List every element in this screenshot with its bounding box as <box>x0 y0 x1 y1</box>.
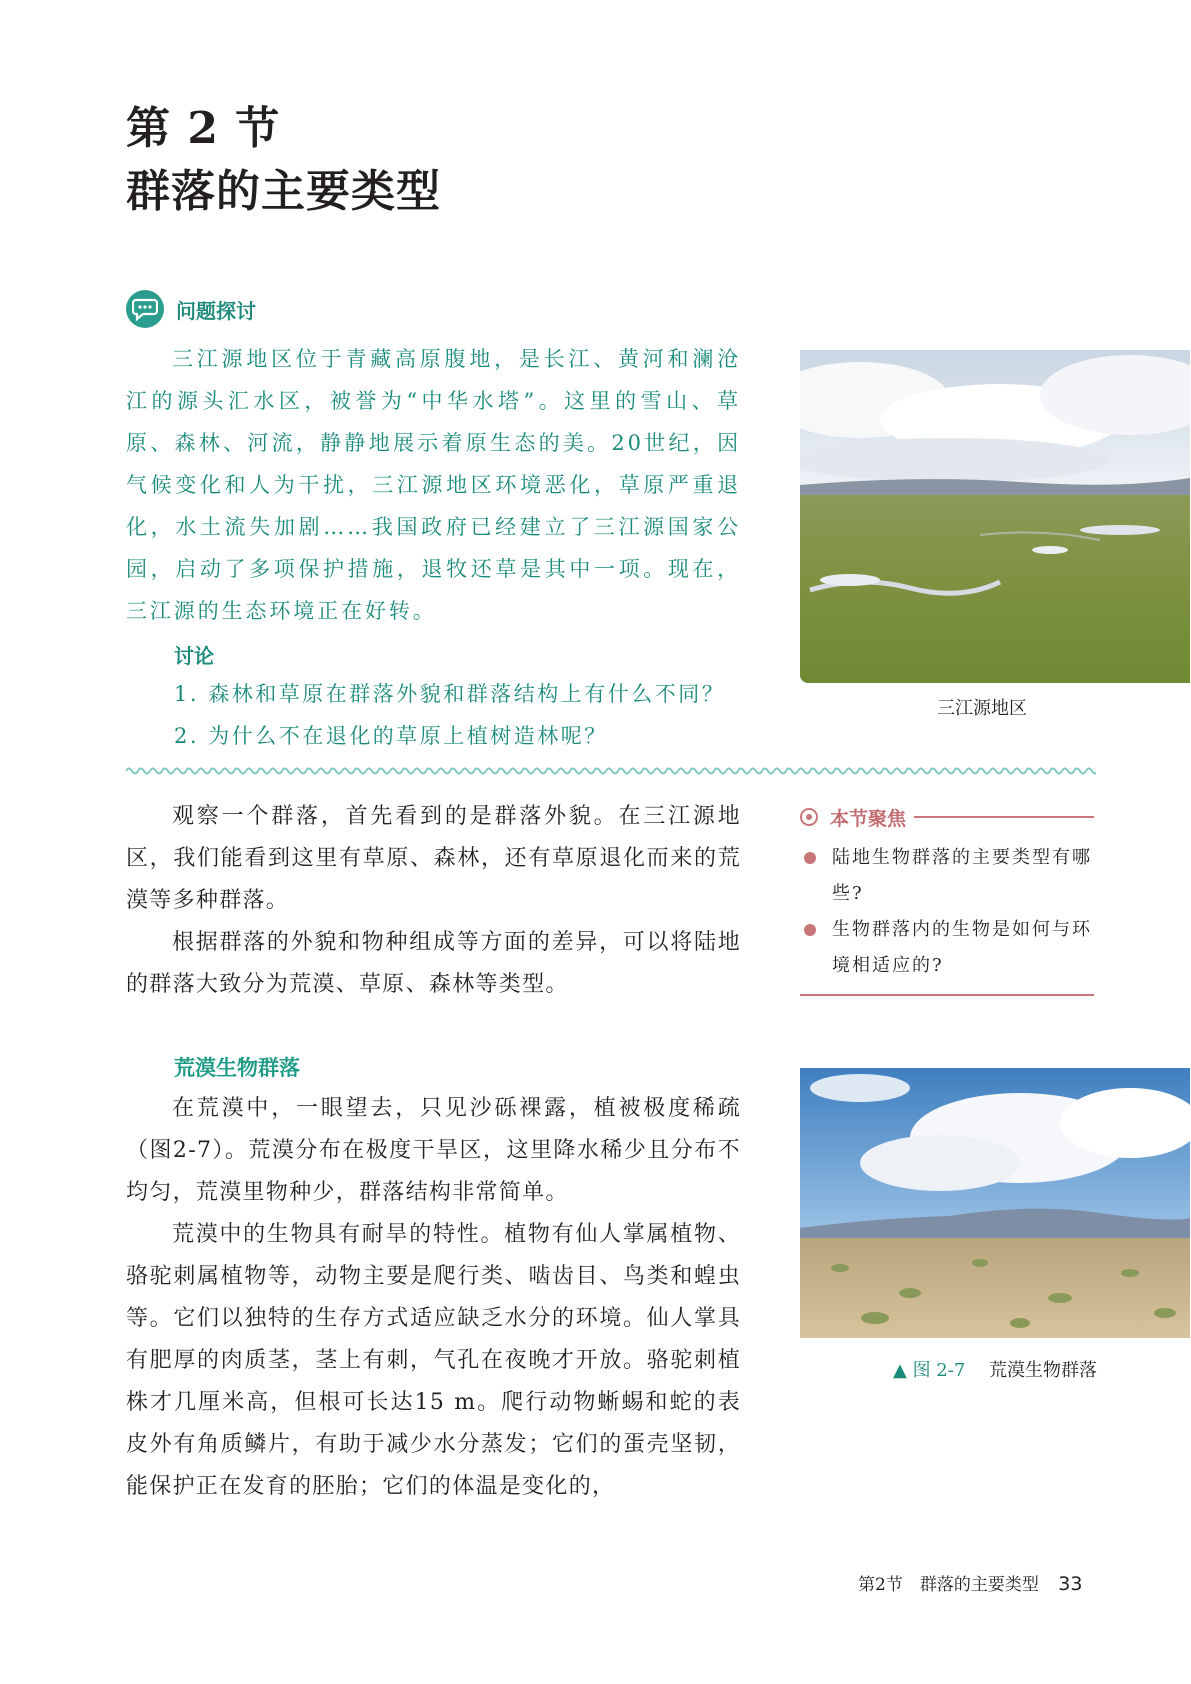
intro-text <box>126 796 741 1006</box>
focus-item: 陆地生物群落的主要类型有哪些? <box>800 840 1094 912</box>
sanjiangyuan-photo <box>800 350 1190 683</box>
desert-heading: 荒漠生物群落 <box>174 1056 300 1080</box>
focus-item: 生物群落内的生物是如何与环境相适应的? <box>800 912 1094 984</box>
page-footer <box>858 1570 1082 1595</box>
chat-bubble-icon <box>126 290 164 328</box>
desert-text <box>126 1088 741 1508</box>
bullet-icon <box>804 852 816 864</box>
discussion-question: 2. 为什么不在退化的草原上植树造林呢？ <box>174 724 608 748</box>
footer-section: 第2节 群落的主要类型 <box>858 1575 1039 1595</box>
focus-divider <box>914 816 1094 818</box>
page-number: 33 <box>1058 1573 1083 1595</box>
discussion-question: 1. 森林和草原在群落外貌和群落结构上有什么不同？ <box>174 682 726 706</box>
figure-number: 图 2-7 <box>912 1360 966 1381</box>
desert-paragraph: 荒漠中的生物具有耐旱的特性。植物有仙人掌属植物、骆驼刺属植物等，动物主要是爬行类、啮齿目、鸟类和蝗虫等。它们以独特的生存方式适应缺乏水分的环境。仙人掌具有肥厚的肉质茎，茎上有刺，气孔在夜晚才开放。骆驼刺植株才几厘米高，但根可长达15 m。爬行动物蜥蜴和蛇的表皮外有角质鳞片，有助于减少水分蒸发；它们的蛋壳坚韧，能保护正在发育的胚胎；它们的体温是变化的， <box>126 1222 741 1499</box>
wave-divider <box>126 764 1096 778</box>
focus-divider <box>800 994 1094 996</box>
figure-title: 荒漠生物群落 <box>989 1360 1098 1381</box>
focus-label: 本节聚焦 <box>830 807 907 830</box>
section-focus-box <box>800 800 1094 996</box>
discussion-label: 问题探讨 <box>176 298 256 323</box>
target-icon <box>800 808 818 826</box>
desert-community-photo <box>800 1068 1190 1338</box>
section-title: 群落的主要类型 <box>126 166 441 217</box>
intro-paragraph: 根据群落的外貌和物种组成等方面的差异，可以将陆地的群落大致分为荒漠、草原、森林等类型。 <box>126 930 741 997</box>
discussion-paragraph: 三江源地区位于青藏高原腹地，是长江、黄河和澜沧江的源头汇水区，被誉为“中华水塔”。这里的雪山、草原、森林、河流，静静地展示着原生态的美。20世纪，因气候变化和人为干扰，三江源地区环境恶化，草原严重退化，水土流失加剧……我国政府已经建立了三江源国家公园，启动了多项保护措施，退牧还草是其中一项。现在，三江源的生态环境正在好转。 <box>126 347 741 623</box>
triangle-marker-icon: ▲ <box>893 1360 907 1381</box>
desert-paragraph: 在荒漠中，一眼望去，只见沙砾裸露，植被极度稀疏（图2-7）。荒漠分布在极度干旱区，这里降水稀少且分布不均匀，荒漠里物种少，群落结构非常简单。 <box>126 1096 741 1205</box>
discussion-subheading: 讨论 <box>174 644 214 668</box>
discussion-header <box>126 287 256 331</box>
figure-caption <box>893 1356 1097 1382</box>
intro-paragraph: 观察一个群落，首先看到的是群落外貌。在三江源地区，我们能看到这里有草原、森林，还有草原退化而来的荒漠等多种群落。 <box>126 804 741 913</box>
photo-caption: 三江源地区 <box>937 698 1027 719</box>
section-number: 第 2 节 <box>126 103 281 154</box>
bullet-icon <box>804 924 816 936</box>
